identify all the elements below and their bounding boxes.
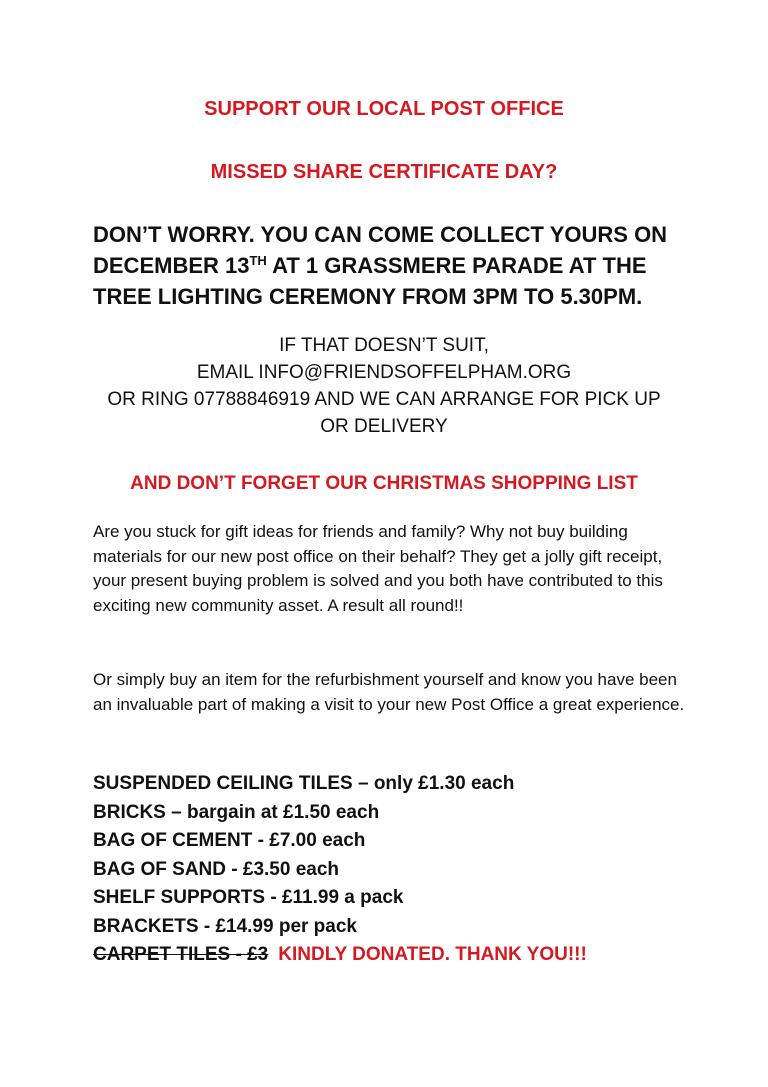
shopping-list-heading: AND DON’T FORGET OUR CHRISTMAS SHOPPING LIST bbox=[130, 473, 638, 494]
gift-ideas-paragraph: Are you stuck for gift ideas for friends and family? Why not buy building materials for our new post office on their behalf? They get a jolly gift receipt, your present buying problem is solved and you both have contributed to this exciting new community asset. A result all round!! bbox=[93, 522, 663, 615]
notice-date: DECEMBER 13 bbox=[93, 253, 250, 278]
contact-email: EMAIL INFO@FRIENDSOFFELPHAM.ORG bbox=[196, 362, 572, 383]
collection-notice bbox=[93, 219, 693, 312]
contact-line-4: OR DELIVERY bbox=[320, 416, 448, 437]
shopping-list bbox=[93, 770, 733, 970]
list-item: SHELF SUPPORTS - £11.99 a pack bbox=[93, 887, 404, 908]
donated-note: KINDLY DONATED. THANK YOU!!! bbox=[278, 944, 587, 965]
notice-line-1: DON’T WORRY. YOU CAN COME COLLECT YOURS ON bbox=[93, 222, 668, 247]
list-item: BAG OF CEMENT - £7.00 each bbox=[93, 830, 366, 851]
contact-info bbox=[60, 332, 708, 440]
donated-list-item bbox=[93, 941, 733, 970]
contact-phone: OR RING 07788846919 AND WE CAN ARRANGE FOR PICK UP bbox=[107, 389, 661, 410]
notice-date-suffix: TH bbox=[249, 253, 267, 268]
self-purchase-paragraph: Or simply buy an item for the refurbishment yourself and know you have been an invaluable part of making a visit to your new Post Office a great experience. bbox=[93, 670, 685, 714]
missed-certificate-heading: MISSED SHARE CERTIFICATE DAY? bbox=[210, 161, 558, 183]
list-item: BRACKETS - £14.99 per pack bbox=[93, 915, 357, 937]
list-item: SUSPENDED CEILING TILES – only £1.30 each bbox=[93, 773, 515, 794]
notice-line-3: TREE LIGHTING CEREMONY FROM 3PM TO 5.30PM. bbox=[93, 284, 643, 309]
notice-location: AT 1 GRASSMERE PARADE AT THE bbox=[266, 253, 647, 278]
contact-line-1: IF THAT DOESN’T SUIT, bbox=[279, 335, 489, 356]
list-item: BAG OF SAND - £3.50 each bbox=[93, 858, 340, 880]
struck-item: CARPET TILES - £3 bbox=[93, 944, 269, 965]
support-heading: SUPPORT OUR LOCAL POST OFFICE bbox=[204, 98, 564, 120]
list-item: BRICKS – bargain at £1.50 each bbox=[93, 801, 380, 823]
